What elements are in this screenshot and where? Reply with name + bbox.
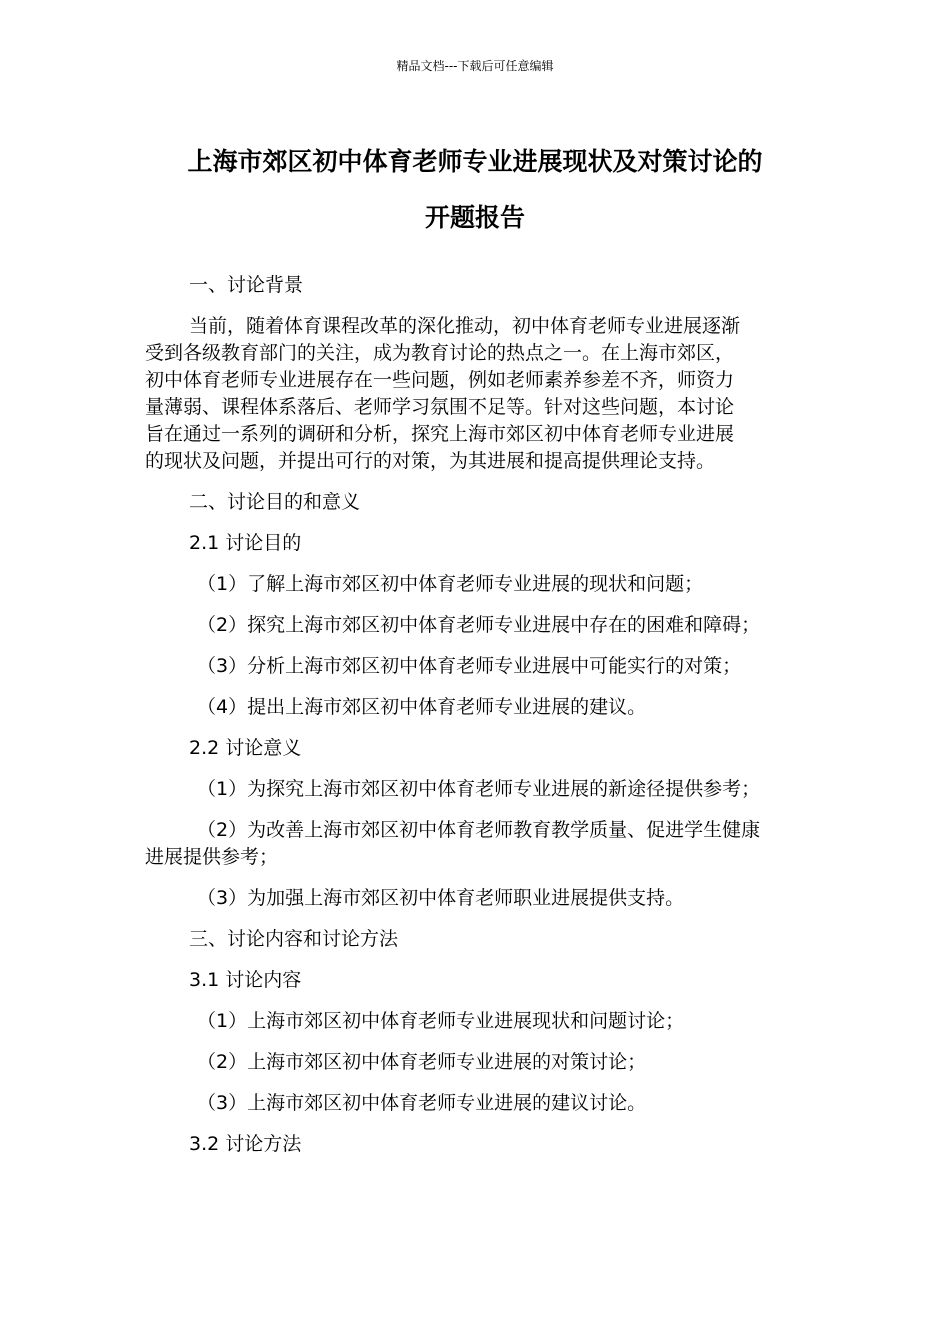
list-item: （2）上海市郊区初中体育老师专业进展的对策讨论； xyxy=(197,1051,647,1073)
paragraph-line: 受到各级教育部门的关注，成为教育讨论的热点之一。在上海市郊区， xyxy=(145,342,735,364)
section-heading: 二、讨论目的和意义 xyxy=(189,491,361,513)
section-heading: 一、讨论背景 xyxy=(189,274,304,296)
document-title-line-1: 上海市郊区初中体育老师专业进展现状及对策讨论的 xyxy=(187,147,763,176)
paragraph-line: 旨在通过一系列的调研和分析，探究上海市郊区初中体育老师专业进展 xyxy=(145,423,735,445)
paragraph xyxy=(145,313,805,475)
list-item: （2）探究上海市郊区初中体育老师专业进展中存在的困难和障碍； xyxy=(197,614,761,636)
subsection-heading: 3.1 讨论内容 xyxy=(189,969,302,991)
list-item: （4）提出上海市郊区初中体育老师专业进展的建议。 xyxy=(197,696,647,718)
list-item-line: 进展提供参考； xyxy=(145,846,279,868)
list-item xyxy=(145,817,805,871)
list-item: （3）分析上海市郊区初中体育老师专业进展中可能实行的对策； xyxy=(197,655,742,677)
document-body xyxy=(145,272,805,1158)
paragraph-line: 的现状及问题，并提出可行的对策，为其进展和提高提供理论支持。 xyxy=(145,450,716,472)
paragraph-line: 当前，随着体育课程改革的深化推动，初中体育老师专业进展逐渐 xyxy=(189,315,741,337)
subsection-heading: 2.2 讨论意义 xyxy=(189,737,302,759)
list-item: （3）为加强上海市郊区初中体育老师职业进展提供支持。 xyxy=(197,887,685,909)
list-item: （1）上海市郊区初中体育老师专业进展现状和问题讨论； xyxy=(197,1010,685,1032)
list-item: （1）了解上海市郊区初中体育老师专业进展的现状和问题； xyxy=(197,573,704,595)
subsection-heading: 3.2 讨论方法 xyxy=(189,1133,302,1155)
list-item: （3）上海市郊区初中体育老师专业进展的建议讨论。 xyxy=(197,1092,647,1114)
list-item-line: （2）为改善上海市郊区初中体育老师教育教学质量、促进学生健康 xyxy=(197,819,761,841)
list-item: （1）为探究上海市郊区初中体育老师专业进展的新途径提供参考； xyxy=(197,778,761,800)
subsection-heading: 2.1 讨论目的 xyxy=(189,532,302,554)
header-note: 精品文档---下载后可任意编辑 xyxy=(396,59,554,73)
document-title xyxy=(100,134,850,246)
section-heading: 三、讨论内容和讨论方法 xyxy=(189,928,399,950)
paragraph-line: 量薄弱、课程体系落后、老师学习氛围不足等。针对这些问题，本讨论 xyxy=(145,396,735,418)
paragraph-line: 初中体育老师专业进展存在一些问题，例如老师素养参差不齐，师资力 xyxy=(145,369,735,391)
document-title-line-2: 开题报告 xyxy=(424,203,525,232)
